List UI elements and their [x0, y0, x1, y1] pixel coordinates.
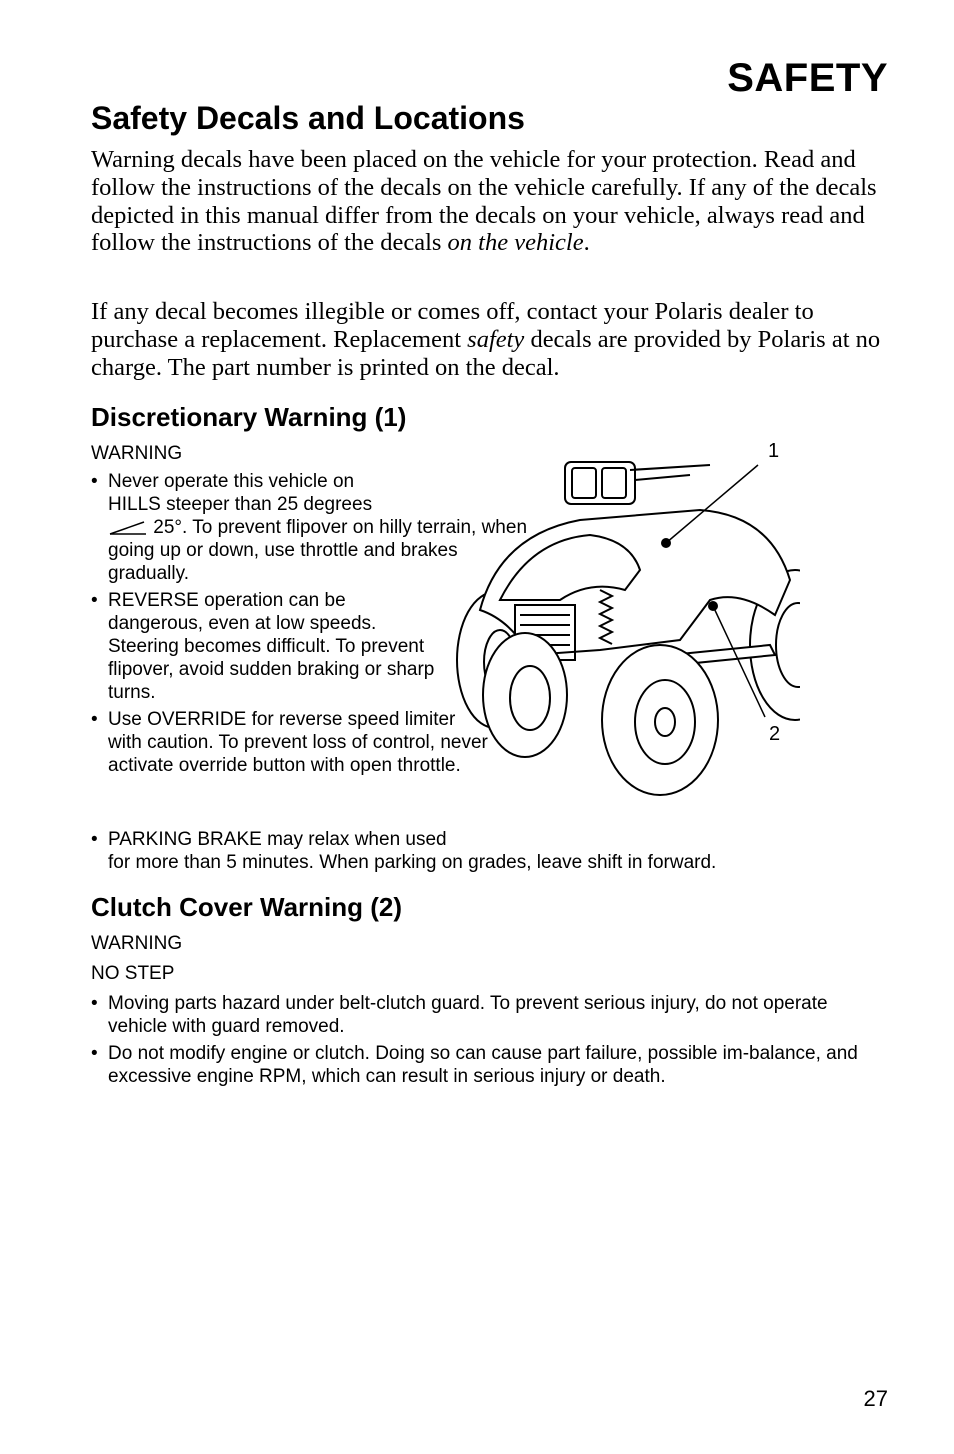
intro-p2-emphasis: safety — [467, 325, 525, 353]
b1-line1: Never operate this vehicle on — [108, 471, 355, 492]
intro-p1-emphasis: on the vehicle — [447, 229, 584, 257]
callout-1: 1 — [768, 440, 780, 462]
intro-paragraph-1 — [91, 146, 891, 257]
discretionary-heading: Discretionary Warning (1) — [91, 402, 407, 432]
intro-p2-end: decals are provided by Polaris at no charge. The part number is printed on the decal. — [91, 325, 881, 381]
intro-paragraph-2 — [91, 298, 891, 381]
discretionary-list-cont — [91, 828, 891, 878]
list-item: • Moving parts hazard under belt-clutch guard. To prevent serious injury, do not operate vehicle with guard removed. — [91, 992, 881, 1038]
b1-rest: 25°. To prevent flipover on hilly terrain, when going up or down, use throttle and brakes gradually. — [108, 517, 528, 584]
list-item: • Do not modify engine or clutch. Doing so can cause part failure, possible im-balance, and excessive engine RPM, which can result in serious injury or death. — [91, 1042, 881, 1088]
list-item: • REVERSE operation can be dangerous, even at low speeds. Steering becomes difficult. To prevent flipover, avoid sudden braking or sharp turns. — [91, 589, 438, 704]
atv-illustration — [440, 440, 800, 810]
b4-line1: PARKING BRAKE may relax when used — [108, 829, 447, 850]
intro-p2-text: If any decal becomes illegible or comes off, contact your Polaris dealer to purchase a replacement. Replacement — [91, 298, 814, 353]
section-header: SAFETY — [727, 56, 888, 100]
b1-line2: HILLS steeper than 25 degrees — [108, 494, 373, 515]
page-title: Safety Decals and Locations — [91, 100, 525, 136]
slope-angle-icon — [108, 520, 148, 536]
discretionary-warning-label: WARNING — [91, 443, 183, 464]
list-item: • Use OVERRIDE for reverse speed limiter with caution. To prevent loss of control, never activate override button with open throttle. — [91, 708, 488, 777]
atv-drawing — [440, 440, 800, 810]
intro-p1-text: Warning decals have been placed on the vehicle for your protection. Read and follow the instructions of the decals on the vehicle carefully. If any of the decals depicted in this manual differ from the decals on your vehicle, always read and follow the instructions of the decals — [91, 146, 877, 257]
clutch-warning-label: WARNING — [91, 933, 183, 954]
clutch-no-step-label: NO STEP — [91, 963, 175, 984]
callout-2: 2 — [769, 723, 781, 745]
b4-line2: for more than 5 minutes. When parking on grades, leave shift in forward. — [108, 852, 717, 873]
list-item — [91, 828, 891, 874]
clutch-list — [91, 992, 881, 1092]
page-number: 27 — [863, 1386, 888, 1411]
intro-p1-end: . — [583, 229, 590, 257]
clutch-heading: Clutch Cover Warning (2) — [91, 892, 403, 922]
